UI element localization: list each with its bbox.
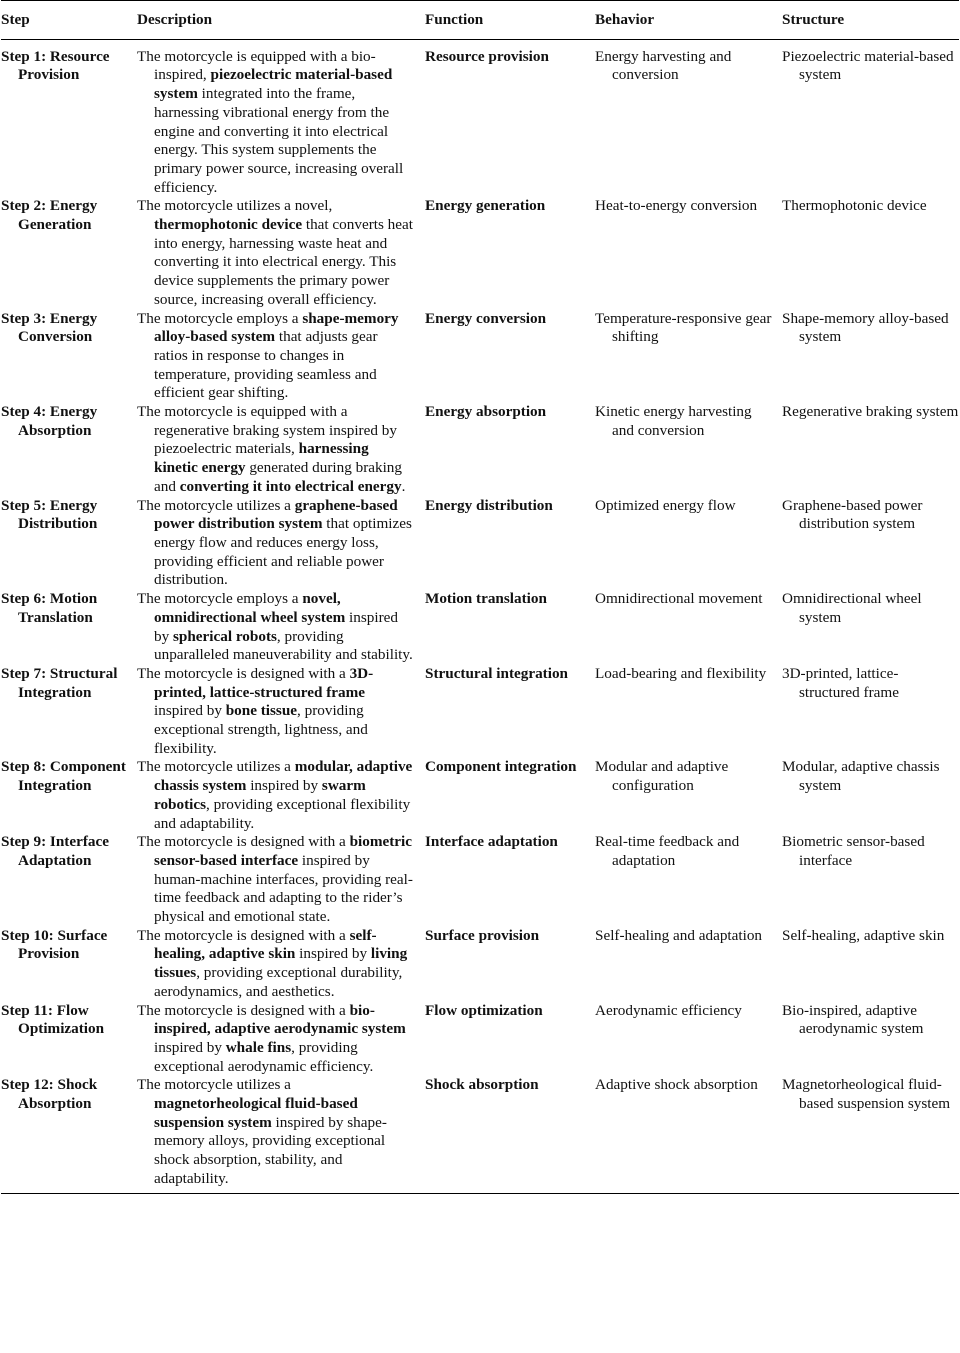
- description-segment: that optimizes energy flow and reduces energy loss, providing efficient and reliable power distribution.: [154, 515, 412, 589]
- description-emphasis: spherical robots: [172, 627, 277, 645]
- structure-cell: [782, 403, 959, 497]
- structure-cell-text: 3D-printed, lattice-structured frame: [782, 664, 899, 701]
- structure-cell: [782, 197, 959, 309]
- structure-cell: [782, 590, 959, 665]
- description-emphasis: swarm robotics: [154, 777, 366, 813]
- description-cell: [137, 927, 425, 1002]
- description-segment: that converts heat into energy, harnessing waste heat and converting it into electrical energy. This device supplements the primary power source, increasing overall efficiency.: [154, 216, 413, 308]
- function-cell-text: Surface provision: [425, 926, 540, 944]
- description-segment: inspired by: [295, 945, 371, 963]
- function-cell: [425, 1076, 595, 1193]
- step-cell: [1, 1076, 137, 1193]
- description-emphasis: biometric sensor-based interface: [154, 833, 412, 869]
- function-cell-text: Interface adaptation: [425, 833, 558, 851]
- description-text: [137, 48, 415, 198]
- description-text: [137, 497, 415, 591]
- behavior-cell-text: Aerodynamic efficiency: [595, 1001, 742, 1019]
- description-emphasis: 3D-printed, lattice-structured frame: [154, 664, 374, 701]
- description-text: [137, 758, 415, 833]
- description-cell: [137, 1076, 425, 1193]
- description-text: [137, 1002, 415, 1077]
- description-segment: inspired by: [246, 777, 322, 795]
- description-cell: [137, 403, 425, 497]
- structure-cell: [782, 927, 959, 1002]
- description-segment: inspired by human-machine interfaces, providing real-time feedback and adapting to the rider’s physical and emotional state.: [154, 851, 413, 926]
- structure-cell-text: Piezoelectric material-based system: [782, 47, 954, 84]
- function-cell: [425, 927, 595, 1002]
- behavior-cell-text: Adaptive shock absorption: [595, 1076, 758, 1094]
- description-segment: The motorcycle is equipped with a bio-inspired,: [137, 47, 376, 84]
- description-segment: The motorcycle utilizes a: [137, 1076, 291, 1094]
- description-cell: [137, 310, 425, 404]
- function-cell: [425, 665, 595, 759]
- structure-cell: [782, 758, 959, 833]
- structure-cell-text: Shape-memory alloy-based system: [782, 309, 949, 346]
- structure-cell: [782, 833, 959, 927]
- description-segment: The motorcycle utilizes a: [137, 496, 295, 514]
- step-cell: [1, 310, 137, 404]
- step-cell: [1, 590, 137, 665]
- description-segment: , providing unparalleled maneuverability and stability.: [154, 627, 413, 664]
- description-segment: The motorcycle is equipped with a regenerative braking system inspired by piezoelectric materials,: [137, 403, 397, 458]
- description-text: [137, 310, 415, 404]
- step-cell-text: Step 6: Motion Translation: [1, 590, 98, 626]
- structure-cell-text: Self-healing, adaptive skin: [782, 926, 945, 944]
- behavior-cell: [595, 758, 782, 833]
- description-segment: The motorcycle utilizes a: [137, 758, 295, 776]
- description-segment: The motorcycle is designed with a: [137, 833, 350, 851]
- table-row: [1, 1002, 959, 1077]
- description-emphasis: magnetorheological fluid-based suspension system: [154, 1095, 358, 1131]
- behavior-cell-text: Load-bearing and flexibility: [595, 664, 767, 682]
- description-emphasis: harnessing kinetic energy: [154, 440, 369, 477]
- function-cell: [425, 39, 595, 197]
- description-segment: integrated into the frame, harnessing vibrational energy from the engine and converting it into electrical energy. This system supplements the primary power source, increasing overall efficiency.: [154, 85, 404, 196]
- description-text: [137, 833, 415, 927]
- description-cell: [137, 665, 425, 759]
- function-cell-text: Structural integration: [425, 664, 568, 682]
- steps-table: [1, 0, 959, 1194]
- description-emphasis: piezoelectric material-based system: [154, 66, 393, 103]
- function-cell-text: Resource provision: [425, 47, 549, 65]
- description-cell: [137, 758, 425, 833]
- structure-cell-text: Biometric sensor-based interface: [782, 833, 925, 869]
- table-body: [1, 39, 959, 1193]
- behavior-cell-text: Self-healing and adaptation: [595, 926, 763, 944]
- description-cell: [137, 39, 425, 197]
- header-function: Function: [425, 1, 595, 40]
- step-cell: [1, 833, 137, 927]
- description-text: [137, 665, 415, 759]
- table-row: [1, 310, 959, 404]
- function-cell-text: Energy conversion: [425, 309, 547, 327]
- step-cell: [1, 197, 137, 309]
- structure-cell-text: Thermophotonic device: [782, 197, 927, 215]
- function-cell: [425, 403, 595, 497]
- description-segment: , providing exceptional durability, aerodynamics, and aesthetics.: [154, 964, 403, 1000]
- description-segment: generated during braking and: [154, 459, 402, 495]
- description-emphasis: shape-memory alloy-based system: [154, 309, 399, 346]
- structure-cell: [782, 1076, 959, 1193]
- behavior-cell: [595, 403, 782, 497]
- description-segment: , providing exceptional strength, lightness, and flexibility.: [154, 702, 368, 757]
- description-emphasis: self-healing, adaptive skin: [154, 926, 377, 963]
- table-row: [1, 758, 959, 833]
- table-row: [1, 590, 959, 665]
- function-cell-text: Shock absorption: [425, 1076, 539, 1094]
- description-segment: inspired by: [154, 702, 226, 720]
- step-cell-text: Step 7: Structural Integration: [1, 664, 118, 701]
- header-description: Description: [137, 1, 425, 40]
- description-segment: The motorcycle is designed with a: [137, 926, 350, 944]
- structure-cell-text: Regenerative braking system: [782, 403, 959, 421]
- table-row: [1, 197, 959, 309]
- function-cell: [425, 497, 595, 591]
- step-cell: [1, 1002, 137, 1077]
- function-cell-text: Motion translation: [425, 590, 547, 608]
- description-cell: [137, 1002, 425, 1077]
- function-cell: [425, 590, 595, 665]
- header-step: Step: [1, 1, 137, 40]
- function-cell-text: Energy distribution: [425, 496, 553, 514]
- description-emphasis: bone tissue: [225, 702, 298, 720]
- structure-cell-text: Magnetorheological fluid-based suspension system: [782, 1076, 951, 1113]
- step-cell: [1, 665, 137, 759]
- description-emphasis: living tissues: [154, 945, 408, 982]
- description-segment: inspired by shape-memory alloys, providing exceptional shock absorption, stability, and adaptability.: [154, 1113, 387, 1187]
- header-behavior: Behavior: [595, 1, 782, 40]
- description-segment: The motorcycle is designed with a: [137, 664, 350, 682]
- header-structure: Structure: [782, 1, 959, 40]
- description-segment: .: [401, 477, 406, 495]
- behavior-cell-text: Heat-to-energy conversion: [595, 197, 758, 215]
- structure-cell-text: Graphene-based power distribution system: [782, 496, 923, 533]
- function-cell-text: Energy absorption: [425, 403, 547, 421]
- behavior-cell-text: Modular and adaptive configuration: [595, 758, 729, 795]
- description-text: [137, 1076, 415, 1188]
- description-segment: inspired by: [154, 1038, 226, 1056]
- step-cell-text: Step 11: Flow Optimization: [1, 1001, 105, 1038]
- description-emphasis: novel, omnidirectional wheel system: [154, 590, 346, 626]
- description-segment: inspired by: [154, 608, 398, 645]
- behavior-cell: [595, 497, 782, 591]
- step-cell-text: Step 9: Interface Adaptation: [1, 833, 109, 869]
- table-row: [1, 39, 959, 197]
- description-text: [137, 927, 415, 1002]
- function-cell-text: Component integration: [425, 758, 577, 776]
- behavior-cell-text: Real-time feedback and adaptation: [595, 833, 740, 869]
- function-cell: [425, 833, 595, 927]
- description-cell: [137, 197, 425, 309]
- structure-cell-text: Bio-inspired, adaptive aerodynamic system: [782, 1001, 924, 1038]
- behavior-cell: [595, 39, 782, 197]
- description-emphasis: modular, adaptive chassis system: [154, 758, 413, 795]
- description-segment: that adjusts gear ratios in response to changes in temperature, providing seamless and efficient gear shifting.: [154, 328, 378, 402]
- table-row: [1, 927, 959, 1002]
- function-cell-text: Energy generation: [425, 197, 546, 215]
- description-emphasis: bio-inspired, adaptive aerodynamic system: [154, 1001, 406, 1038]
- description-emphasis: graphene-based power distribution system: [154, 496, 398, 533]
- description-cell: [137, 590, 425, 665]
- structure-cell: [782, 1002, 959, 1077]
- behavior-cell-text: Kinetic energy harvesting and conversion: [595, 403, 752, 439]
- behavior-cell: [595, 833, 782, 927]
- description-cell: [137, 833, 425, 927]
- step-cell: [1, 927, 137, 1002]
- behavior-cell-text: Omnidirectional movement: [595, 590, 763, 608]
- step-cell-text: Step 3: Energy Conversion: [1, 309, 98, 346]
- behavior-cell-text: Temperature-responsive gear shifting: [595, 309, 772, 346]
- step-cell-text: Step 5: Energy Distribution: [1, 496, 98, 533]
- description-text: [137, 197, 415, 309]
- structure-cell: [782, 665, 959, 759]
- behavior-cell-text: Optimized energy flow: [595, 496, 736, 514]
- structure-cell: [782, 497, 959, 591]
- behavior-cell-text: Energy harvesting and conversion: [595, 47, 732, 84]
- description-segment: , providing exceptional flexibility and adaptability.: [154, 795, 411, 832]
- description-segment: The motorcycle employs a: [137, 309, 303, 327]
- step-cell-text: Step 10: Surface Provision: [1, 926, 108, 963]
- step-cell-text: Step 4: Energy Absorption: [1, 403, 98, 439]
- behavior-cell: [595, 665, 782, 759]
- step-cell: [1, 39, 137, 197]
- structure-cell-text: Modular, adaptive chassis system: [782, 758, 940, 795]
- table-row: [1, 1076, 959, 1193]
- structure-cell: [782, 310, 959, 404]
- behavior-cell: [595, 197, 782, 309]
- behavior-cell: [595, 590, 782, 665]
- description-emphasis: converting it into electrical energy: [179, 477, 402, 495]
- description-emphasis: whale fins: [225, 1038, 292, 1056]
- step-cell: [1, 758, 137, 833]
- description-emphasis: thermophotonic device: [154, 216, 303, 234]
- table-row: [1, 665, 959, 759]
- behavior-cell: [595, 310, 782, 404]
- function-cell-text: Flow optimization: [425, 1001, 543, 1019]
- behavior-cell: [595, 927, 782, 1002]
- step-cell-text: Step 12: Shock Absorption: [1, 1076, 98, 1113]
- description-segment: The motorcycle is designed with a: [137, 1001, 350, 1019]
- header-row: [1, 1, 959, 40]
- step-cell: [1, 403, 137, 497]
- table-row: [1, 497, 959, 591]
- table-row: [1, 403, 959, 497]
- step-cell-text: Step 2: Energy Generation: [1, 197, 98, 234]
- step-cell-text: Step 8: Component Integration: [1, 758, 126, 795]
- description-segment: , providing exceptional aerodynamic efficiency.: [154, 1038, 374, 1075]
- step-cell: [1, 497, 137, 591]
- step-cell-text: Step 1: Resource Provision: [1, 47, 110, 84]
- behavior-cell: [595, 1076, 782, 1193]
- function-cell: [425, 758, 595, 833]
- description-segment: The motorcycle utilizes a novel,: [137, 197, 333, 215]
- description-text: [137, 590, 415, 665]
- description-cell: [137, 497, 425, 591]
- function-cell: [425, 197, 595, 309]
- description-segment: The motorcycle employs a: [137, 590, 303, 608]
- structure-cell: [782, 39, 959, 197]
- table-row: [1, 833, 959, 927]
- structure-cell-text: Omnidirectional wheel system: [782, 590, 922, 626]
- function-cell: [425, 1002, 595, 1077]
- description-text: [137, 403, 415, 497]
- behavior-cell: [595, 1002, 782, 1077]
- function-cell: [425, 310, 595, 404]
